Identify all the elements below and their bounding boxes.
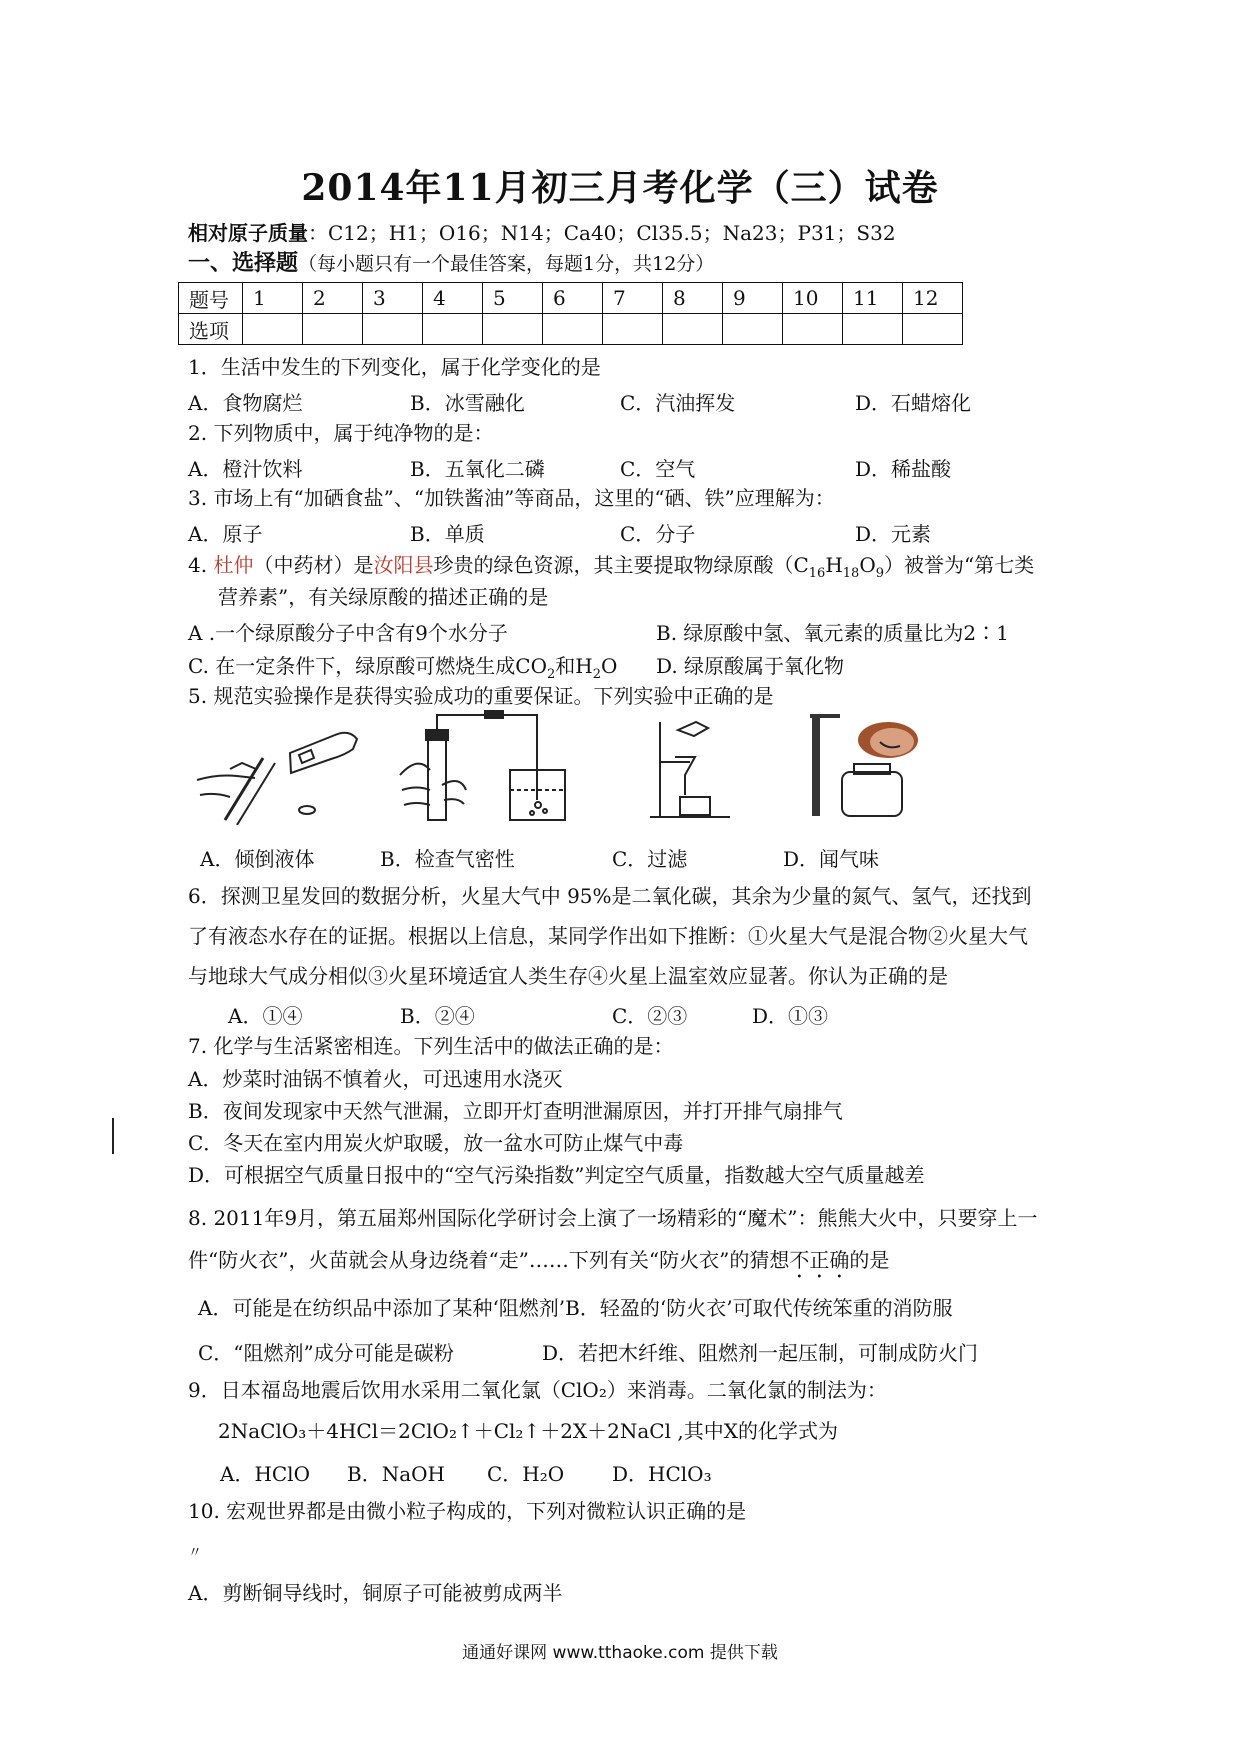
table-number-3: 3 (363, 283, 423, 314)
q6-option-c: C．②③ (612, 1004, 688, 1028)
table-number-1: 1 (243, 283, 303, 314)
q4-sub-c: 16 (808, 566, 826, 581)
exam-title: 2014年11月初三月考化学（三）试卷 (301, 167, 939, 209)
q7-option-a: A．炒菜时油锅不慎着火，可迅速用水浇灭 (188, 1067, 563, 1091)
table-number-2: 2 (303, 283, 363, 314)
answer-cell[interactable] (423, 314, 483, 345)
q8-line2-end: 的是 (849, 1248, 890, 1272)
q9-option-a: A．HClO (220, 1462, 310, 1486)
table-number-4: 4 (423, 283, 483, 314)
q4-text-part1: （中药材）是 (253, 553, 374, 577)
q4-option-d: D. 绿原酸属于氧化物 (656, 654, 845, 678)
answer-cell[interactable] (663, 314, 723, 345)
q6-line3: 与地球大气成分相似③火星环境适宜人类生存④火星上温室效应显著。你认为正确的是 (188, 964, 948, 988)
q6-option-d: D．①③ (752, 1004, 829, 1028)
atomic-mass-label: 相对原子质量 (188, 221, 308, 245)
q3-stem: 3. 市场上有“加硒食盐”、“加铁酱油”等商品，这里的“硒、铁”应理解为： (188, 486, 835, 510)
q1-option-c: C．汽油挥发 (620, 391, 736, 415)
q4-option-c-text: C. 在一定条件下，绿原酸可燃烧生成CO (188, 654, 548, 678)
q2-option-d: D．稀盐酸 (855, 457, 952, 481)
answer-cell[interactable] (783, 314, 843, 345)
q4-option-a: A .一个绿原酸分子中含有9个水分子 (188, 621, 508, 645)
q9-option-b: B．NaOH (347, 1462, 445, 1486)
q10-stray-mark: 〃 (188, 1545, 202, 1561)
q4-option-c (188, 650, 617, 682)
q4-option-c-sub2: 2 (592, 667, 602, 682)
answer-cell[interactable] (363, 314, 423, 345)
filtration-illustration (640, 712, 750, 822)
answer-cell[interactable] (483, 314, 543, 345)
q4-option-c-text3: O (601, 654, 618, 678)
table-number-7: 7 (603, 283, 663, 314)
answer-cell[interactable] (723, 314, 783, 345)
q4-stem-line1 (188, 552, 1034, 587)
q6-line2: 了有液态水存在的证据。根据以上信息，某同学作出如下推断：①火星大气是混合物②火星大气 (188, 924, 1028, 948)
q9-equation: 2NaClO₃＋4HCl＝2ClO₂↑＋Cl₂↑＋2X＋2NaCl ,其中X的化学式为 (218, 1419, 838, 1443)
q3-option-a: A．原子 (188, 522, 263, 546)
answer-cell[interactable] (243, 314, 303, 345)
section1-note: （每小题只有一个最佳答案，每题1分，共12分） (298, 253, 715, 275)
answer-cell[interactable] (303, 314, 363, 345)
q4-sub-o: 9 (875, 566, 884, 581)
q4-option-c-text2: 和H (555, 654, 593, 678)
q5-option-b: B．检查气密性 (380, 847, 515, 871)
q4-option-b: B. 绿原酸中氢、氧元素的质量比为2∶1 (656, 621, 1009, 645)
section1-heading: 一、选择题 (188, 250, 299, 276)
q4-sub-h: 18 (842, 566, 860, 581)
q1-option-d: D．石蜡熔化 (855, 391, 972, 415)
q5-stem: 5. 规范实验操作是获得实验成功的重要保证。下列实验中正确的是 (188, 684, 774, 708)
q2-option-b: B．五氧化二磷 (410, 457, 545, 481)
q1-stem: 1．生活中发生的下列变化，属于化学变化的是 (188, 355, 601, 379)
table-number-12: 12 (903, 283, 963, 314)
q4-text-part3: ）被誉为“第七类 (884, 553, 1035, 577)
atomic-mass-values: ：C12；H1；O16；N14；Ca40；Cl35.5；Na23；P31；S32 (308, 221, 896, 245)
q6-option-b: B．②④ (400, 1004, 475, 1028)
q8-line1: 8. 2011年9月，第五届郑州国际化学研讨会上演了一场精彩的“魔术”：熊熊大火中，只要穿上一 (188, 1206, 1038, 1230)
q4-highlight-ruyang: 汝阳县 (373, 553, 434, 577)
q4-h: H (825, 553, 843, 577)
row-label-number: 题号 (179, 283, 243, 314)
pouring-liquid-illustration (195, 725, 385, 825)
q8-option-d: D．若把木纤维、阻燃剂一起压制，可制成防火门 (542, 1341, 979, 1365)
answer-table (178, 282, 963, 345)
answer-table-number-row (179, 283, 963, 314)
q8-option-ab: A．可能是在纺织品中添加了某种‘阻燃剂’B．轻盈的‘防火衣’可取代传统笨重的消防服 (198, 1296, 953, 1320)
atomic-mass-line (188, 220, 896, 246)
q7-option-c: C．冬天在室内用炭火炉取暖，放一盆水可防止煤气中毒 (188, 1131, 684, 1155)
q9-stem: 9．日本福岛地震后饮用水采用二氧化氯（ClO₂）来消毒。二氧化氯的制法为： (188, 1378, 887, 1402)
q1-option-b: B．冰雪融化 (410, 391, 525, 415)
answer-cell[interactable] (603, 314, 663, 345)
page-footer: 通通好课网 www.tthaoke.com 提供下载 (462, 1643, 778, 1663)
q8-emphasis-not-correct: 不正确 (789, 1248, 850, 1272)
q8-option-c: C．“阻燃剂”成分可能是碳粉 (198, 1341, 454, 1365)
answer-table-choice-row (179, 314, 963, 345)
q4-stem-line2: 营养素”，有关绿原酸的描述正确的是 (218, 585, 549, 609)
q2-option-c: C．空气 (620, 457, 696, 481)
q8-line2-text: 件“防火衣”，火苗就会从身边绕着“走”……下列有关“防火衣”的猜想 (188, 1248, 790, 1272)
table-number-9: 9 (723, 283, 783, 314)
section1-header (188, 250, 714, 277)
q10-option-a: A．剪断铜导线时，铜原子可能被剪成两半 (188, 1581, 563, 1605)
smelling-gas-illustration (810, 712, 940, 820)
q10-stem: 10. 宏观世界都是由微小粒子构成的，下列对微粒认识正确的是 (188, 1499, 747, 1523)
answer-cell[interactable] (903, 314, 963, 345)
q5-option-a: A．倾倒液体 (200, 847, 315, 871)
table-number-10: 10 (783, 283, 843, 314)
q5-option-d: D．闻气味 (783, 847, 880, 871)
q5-option-c: C．过滤 (612, 847, 688, 871)
q4-number: 4. (188, 553, 208, 577)
q4-text-part2: 珍贵的绿色资源，其主要提取物绿原酸（C (433, 553, 809, 577)
table-number-5: 5 (483, 283, 543, 314)
answer-cell[interactable] (843, 314, 903, 345)
q7-stem: 7. 化学与生活紧密相连。下列生活中的做法正确的是： (188, 1034, 674, 1058)
q6-line1: 6．探测卫星发回的数据分析，火星大气中 95%是二氧化碳，其余为少量的氮气、氢气，还找到 (188, 884, 1032, 908)
q2-option-a: A．橙汁饮料 (188, 457, 303, 481)
text-cursor (112, 1118, 114, 1154)
q7-option-d: D．可根据空气质量日报中的“空气污染指数”判定空气质量，指数越大空气质量越差 (188, 1163, 925, 1187)
q7-option-b: B．夜间发现家中天然气泄漏，立即开灯查明泄漏原因，并打开排气扇排气 (188, 1099, 843, 1123)
q1-option-a: A．食物腐烂 (188, 391, 303, 415)
q9-option-d: D．HClO₃ (612, 1462, 712, 1486)
q6-option-a: A．①④ (228, 1004, 303, 1028)
q2-stem: 2. 下列物质中，属于纯净物的是： (188, 421, 494, 445)
table-number-11: 11 (843, 283, 903, 314)
q4-highlight-duzhong: 杜仲 (213, 553, 254, 577)
q3-option-c: C．分子 (620, 522, 696, 546)
q9-option-c: C．H₂O (487, 1462, 565, 1486)
table-number-6: 6 (543, 283, 603, 314)
q3-option-b: B．单质 (410, 522, 485, 546)
q8-line2 (188, 1247, 889, 1283)
table-number-8: 8 (663, 283, 723, 314)
row-label-choice: 选项 (179, 314, 243, 345)
q4-option-c-sub1: 2 (547, 667, 556, 682)
answer-cell[interactable] (543, 314, 603, 345)
airtightness-check-illustration (390, 705, 620, 825)
q3-option-d: D．元素 (855, 522, 932, 546)
q4-o: O (859, 553, 876, 577)
